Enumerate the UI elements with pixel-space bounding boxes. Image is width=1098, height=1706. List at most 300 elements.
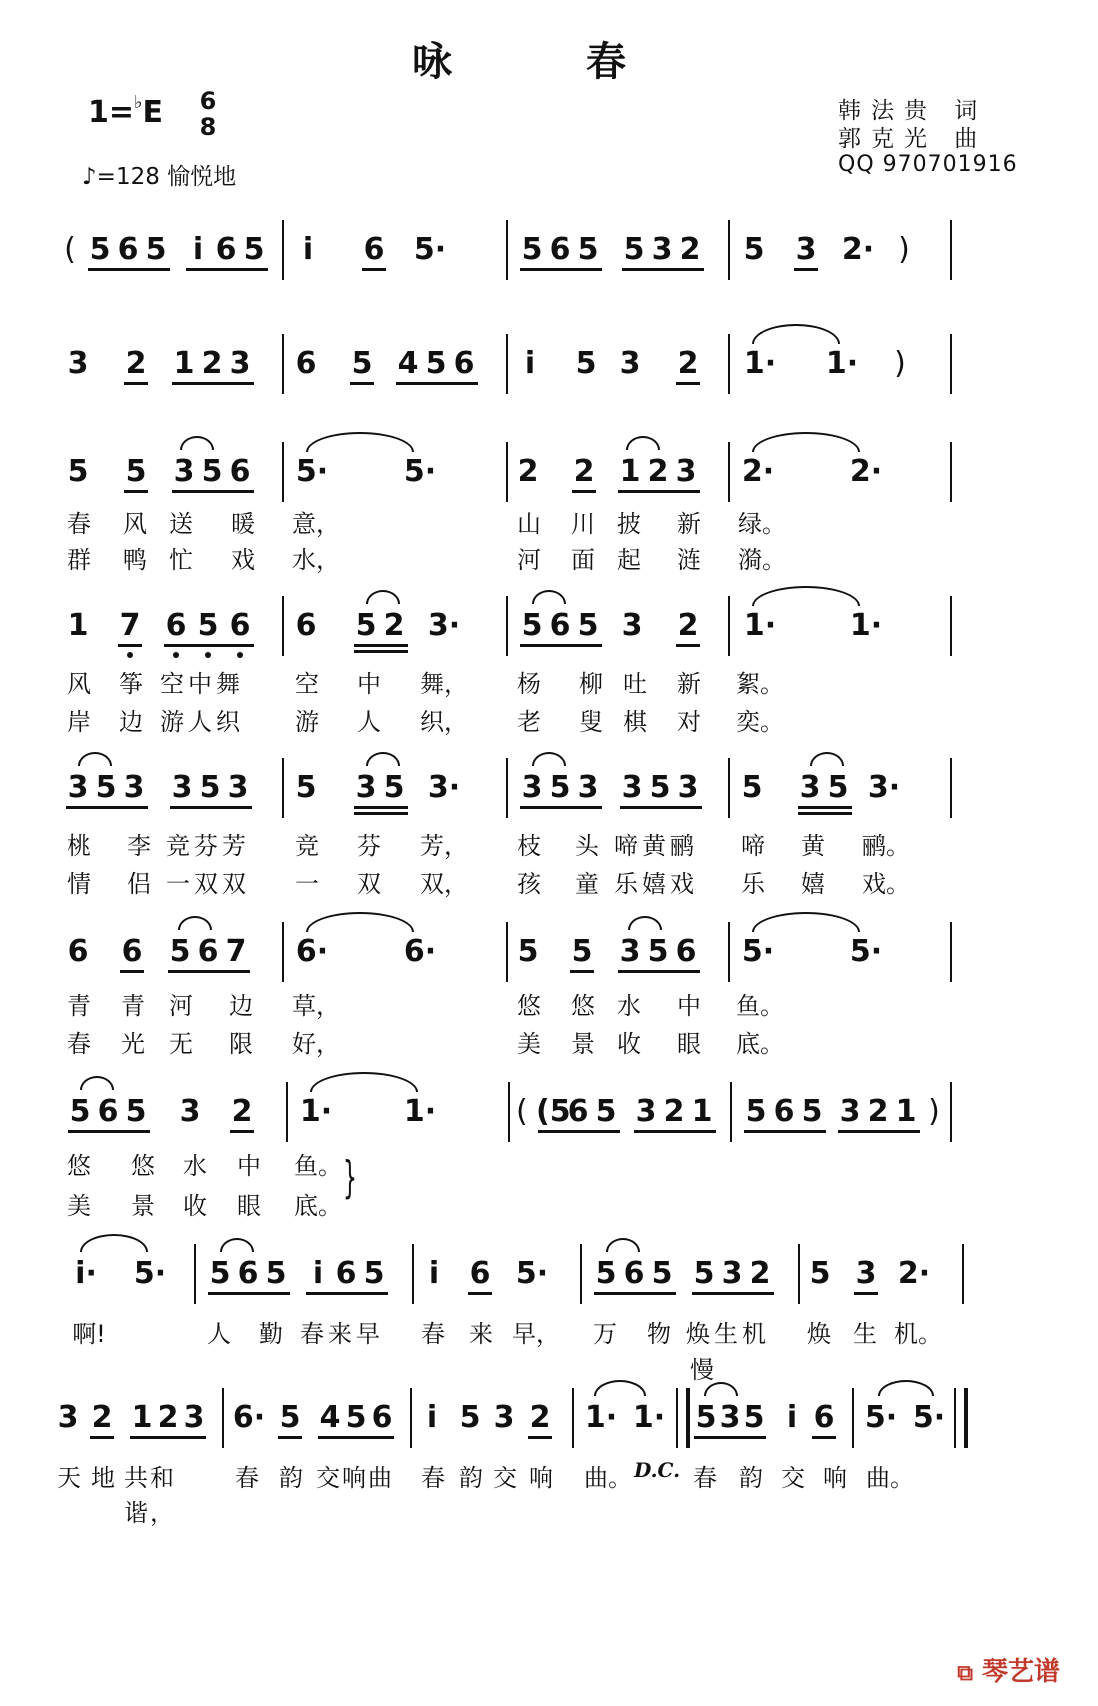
note: 5 bbox=[577, 232, 599, 267]
lyric: 棋 bbox=[623, 708, 647, 736]
lyric: 曲。 bbox=[584, 1464, 632, 1492]
lyric: 戏。 bbox=[862, 870, 910, 898]
note: 6 bbox=[97, 1094, 119, 1129]
note: i bbox=[524, 346, 536, 381]
barline bbox=[506, 220, 508, 280]
note: 7 bbox=[119, 608, 141, 643]
lyric: 美 bbox=[67, 1192, 91, 1220]
note: 5· bbox=[295, 454, 329, 489]
slur-arc bbox=[628, 916, 662, 930]
note: 6· bbox=[232, 1400, 266, 1435]
lyrics-refrain bbox=[0, 1314, 1000, 1350]
lyric: 春 bbox=[67, 1030, 91, 1058]
note: 2· bbox=[741, 454, 775, 489]
note: 6 bbox=[215, 232, 237, 267]
note: 1· bbox=[743, 346, 777, 381]
note: (5 bbox=[536, 1094, 571, 1129]
note: 5 bbox=[743, 1400, 765, 1435]
note: 5· bbox=[741, 934, 775, 969]
lyric: 叟 bbox=[579, 708, 603, 736]
note: 2 bbox=[647, 454, 669, 489]
tie-arc bbox=[752, 324, 840, 344]
beam-underline bbox=[120, 970, 144, 973]
note: 5 bbox=[355, 608, 377, 643]
score-row-2 bbox=[0, 342, 1098, 402]
barline bbox=[222, 1388, 224, 1448]
note: 3· bbox=[427, 608, 461, 643]
barline bbox=[950, 1082, 952, 1142]
barline bbox=[282, 442, 284, 502]
lyric: 韵 bbox=[739, 1464, 763, 1492]
beam-underline bbox=[124, 490, 148, 493]
barline bbox=[508, 1082, 510, 1142]
note: 1· bbox=[849, 608, 883, 643]
lyric: 岸 bbox=[67, 708, 91, 736]
note: 2 bbox=[91, 1400, 113, 1435]
note: 5 bbox=[363, 1256, 385, 1291]
lyric: 杨 bbox=[517, 670, 541, 698]
beam-underline bbox=[354, 644, 408, 647]
note: 5 bbox=[801, 1094, 823, 1129]
note: 3 bbox=[619, 346, 641, 381]
slur-arc bbox=[178, 916, 212, 930]
note: ( bbox=[64, 232, 76, 267]
barline bbox=[798, 1244, 800, 1304]
lyric: 暖 bbox=[231, 510, 255, 538]
beam-underline bbox=[208, 1292, 290, 1295]
note: ) bbox=[898, 232, 910, 267]
note: 5· bbox=[133, 1256, 167, 1291]
lyric: 竞 bbox=[295, 832, 319, 860]
note: 3 bbox=[171, 770, 193, 805]
beam-underline bbox=[794, 268, 818, 271]
note: 2 bbox=[677, 608, 699, 643]
note: 4 bbox=[397, 346, 419, 381]
note: 5 bbox=[89, 232, 111, 267]
lyric: 舞， bbox=[420, 670, 468, 698]
lyric: 啼 bbox=[741, 832, 765, 860]
lyric: 焕生机 bbox=[686, 1320, 770, 1348]
barline bbox=[572, 1388, 574, 1448]
note: 5 bbox=[695, 1400, 717, 1435]
note: 5 bbox=[199, 770, 221, 805]
barline bbox=[282, 596, 284, 656]
barline bbox=[506, 596, 508, 656]
note: ) bbox=[928, 1094, 940, 1129]
slow-tempo-mark: 慢 bbox=[690, 1356, 714, 1384]
note: 3 bbox=[621, 770, 643, 805]
lyricist-credit: 韩法贵 词 bbox=[838, 98, 988, 124]
beam-underline bbox=[318, 1436, 394, 1439]
beam-underline bbox=[538, 1130, 620, 1133]
barline bbox=[282, 220, 284, 280]
beam-underline bbox=[168, 970, 250, 973]
beam-underline bbox=[186, 268, 268, 271]
beam-underline bbox=[520, 644, 602, 647]
lyric: 春 bbox=[235, 1464, 259, 1492]
lyric: 头 bbox=[575, 832, 599, 860]
beam-underline-double bbox=[798, 812, 852, 815]
slur-arc bbox=[366, 752, 400, 766]
lyric: 竞芬芳 bbox=[166, 832, 250, 860]
note: 5 bbox=[383, 770, 405, 805]
lyric: 送 bbox=[169, 510, 193, 538]
lyric: 响 bbox=[823, 1464, 847, 1492]
score-row-9 bbox=[0, 1396, 1098, 1456]
lyric: 眼 bbox=[677, 1030, 701, 1058]
note: 4 bbox=[319, 1400, 341, 1435]
beam-underline bbox=[354, 806, 408, 809]
note: 6 bbox=[567, 1094, 589, 1129]
note: 3 bbox=[799, 770, 821, 805]
beam-underline bbox=[230, 1130, 254, 1133]
lyric: 新 bbox=[677, 670, 701, 698]
note: 7 bbox=[225, 934, 247, 969]
lyric: 川 bbox=[571, 510, 595, 538]
barline bbox=[580, 1244, 582, 1304]
barline bbox=[412, 1244, 414, 1304]
barline bbox=[286, 1082, 288, 1142]
lyric: 天 bbox=[57, 1464, 81, 1492]
lyric: 生 bbox=[853, 1320, 877, 1348]
note: 6 bbox=[773, 1094, 795, 1129]
note: 2 bbox=[749, 1256, 771, 1291]
lyric: 涟 bbox=[677, 546, 701, 574]
note: 6 bbox=[117, 232, 139, 267]
note: 6 bbox=[237, 1256, 259, 1291]
lyric: 双 bbox=[357, 870, 381, 898]
lyric: 面 bbox=[571, 546, 595, 574]
slur-arc bbox=[366, 590, 400, 604]
flat-icon: ♭ bbox=[134, 92, 143, 113]
note: i· bbox=[75, 1256, 97, 1291]
site-logo bbox=[957, 1651, 1060, 1688]
note: 6 bbox=[229, 608, 251, 643]
note: i bbox=[428, 1256, 440, 1291]
lyric: 限 bbox=[229, 1030, 253, 1058]
note: 5· bbox=[849, 934, 883, 969]
lyrics-verse-1 bbox=[0, 504, 1000, 540]
beam-underline bbox=[812, 1436, 836, 1439]
note: 5 bbox=[521, 232, 543, 267]
beam-underline bbox=[164, 644, 254, 647]
lyric: 悠 bbox=[517, 992, 541, 1020]
beam-underline bbox=[838, 1130, 920, 1133]
barline bbox=[506, 442, 508, 502]
lyric: 空中舞 bbox=[160, 670, 244, 698]
lyric: 筝 bbox=[119, 670, 143, 698]
lyric: 春 bbox=[421, 1320, 445, 1348]
tie-arc bbox=[752, 912, 860, 932]
note: 5 bbox=[809, 1256, 831, 1291]
note: 5 bbox=[649, 770, 671, 805]
note: 6 bbox=[675, 934, 697, 969]
low-octave-dot bbox=[205, 652, 211, 658]
lyric: 鹂。 bbox=[862, 832, 910, 860]
lyric: 水 bbox=[617, 992, 641, 1020]
note: 1 bbox=[895, 1094, 917, 1129]
beam-underline bbox=[694, 1436, 766, 1439]
double-barline bbox=[676, 1388, 690, 1448]
note: 3 bbox=[619, 934, 641, 969]
lyric: 嬉 bbox=[801, 870, 825, 898]
barline bbox=[728, 758, 730, 818]
note: 5· bbox=[515, 1256, 549, 1291]
beam-underline bbox=[118, 644, 142, 647]
note: 3 bbox=[229, 346, 251, 381]
slur-arc bbox=[78, 752, 112, 766]
barline bbox=[282, 334, 284, 394]
tie-arc bbox=[306, 432, 414, 452]
note: 6 bbox=[67, 934, 89, 969]
lyric: 春 bbox=[67, 510, 91, 538]
barline bbox=[728, 922, 730, 982]
note: 5 bbox=[745, 1094, 767, 1129]
beam-underline bbox=[528, 1436, 552, 1439]
beam-underline bbox=[396, 382, 478, 385]
slur-arc bbox=[180, 436, 214, 450]
note: 5 bbox=[351, 346, 373, 381]
barline bbox=[950, 220, 952, 280]
note: 3 bbox=[183, 1400, 205, 1435]
lyric: 枝 bbox=[517, 832, 541, 860]
lyric: 好， bbox=[292, 1030, 340, 1058]
note: 2 bbox=[157, 1400, 179, 1435]
beam-underline bbox=[854, 1292, 878, 1295]
lyrics-verse-2 bbox=[0, 1024, 1000, 1060]
lyric: 景 bbox=[571, 1030, 595, 1058]
tie-arc bbox=[752, 586, 860, 606]
lyric: 中 bbox=[677, 992, 701, 1020]
note: 3 bbox=[621, 608, 643, 643]
beam-underline bbox=[594, 1292, 676, 1295]
key-note: E bbox=[142, 95, 164, 130]
note: 5 bbox=[125, 454, 147, 489]
note: 3 bbox=[173, 454, 195, 489]
barline bbox=[506, 334, 508, 394]
note: i bbox=[312, 1256, 324, 1291]
logo-text: 琴艺谱 bbox=[981, 1657, 1060, 1687]
lyric: 织， bbox=[420, 708, 468, 736]
slur-arc bbox=[80, 1076, 114, 1090]
slur-arc bbox=[532, 590, 566, 604]
note: 1 bbox=[691, 1094, 713, 1129]
note: 5 bbox=[145, 232, 167, 267]
note: 2 bbox=[573, 454, 595, 489]
lyric: 万 bbox=[593, 1320, 617, 1348]
lyric: 老 bbox=[517, 708, 541, 736]
note: 5· bbox=[403, 454, 437, 489]
note: 5 bbox=[197, 608, 219, 643]
lyric: 水 bbox=[183, 1152, 207, 1180]
note: 5 bbox=[741, 770, 763, 805]
lyric: 啊! bbox=[72, 1320, 106, 1348]
barline bbox=[282, 758, 284, 818]
lyric: 青 bbox=[67, 992, 91, 1020]
beam-underline bbox=[468, 1292, 492, 1295]
barline bbox=[730, 1082, 732, 1142]
beam-underline-double bbox=[354, 812, 408, 815]
beam-underline-double bbox=[354, 650, 408, 653]
lyric: 勤 bbox=[259, 1320, 283, 1348]
beam-underline bbox=[620, 806, 702, 809]
note: 5 bbox=[69, 1094, 91, 1129]
beam-underline bbox=[172, 382, 254, 385]
slur-arc bbox=[626, 436, 660, 450]
score-row-3 bbox=[0, 450, 1098, 510]
note: 1 bbox=[131, 1400, 153, 1435]
lyric: 芳， bbox=[420, 832, 468, 860]
lyric: 戏 bbox=[231, 546, 255, 574]
lyric: 一 bbox=[295, 870, 319, 898]
lyric: 眼 bbox=[237, 1192, 261, 1220]
beam-underline bbox=[130, 1436, 206, 1439]
note: 6 bbox=[813, 1400, 835, 1435]
note: 6 bbox=[469, 1256, 491, 1291]
note: 2 bbox=[517, 454, 539, 489]
lyric: 鱼。 bbox=[294, 1152, 342, 1180]
note: 6 bbox=[549, 232, 571, 267]
lyric: 桃 bbox=[67, 832, 91, 860]
note: 6 bbox=[371, 1400, 393, 1435]
lyric: 芬 bbox=[357, 832, 381, 860]
beam-underline bbox=[570, 970, 594, 973]
lyric: 情 bbox=[67, 870, 91, 898]
lyric: 景 bbox=[131, 1192, 155, 1220]
lyric: 空 bbox=[295, 670, 319, 698]
note: 5· bbox=[413, 232, 447, 267]
beam-underline bbox=[172, 490, 254, 493]
lyric: 漪。 bbox=[738, 546, 786, 574]
lyric: 无 bbox=[169, 1030, 193, 1058]
note: 5 bbox=[571, 934, 593, 969]
tie-arc bbox=[310, 1072, 418, 1092]
key-signature bbox=[88, 92, 163, 130]
barline bbox=[852, 1388, 854, 1448]
note: 5 bbox=[125, 1094, 147, 1129]
note: 5 bbox=[647, 934, 669, 969]
lyric: 意， bbox=[292, 510, 340, 538]
lyric: 来 bbox=[469, 1320, 493, 1348]
note: 3 bbox=[179, 1094, 201, 1129]
note: 5 bbox=[345, 1400, 367, 1435]
beam-underline bbox=[124, 382, 148, 385]
lyric: 一双双 bbox=[166, 870, 250, 898]
note: 3 bbox=[577, 770, 599, 805]
time-denominator: 8 bbox=[199, 113, 217, 141]
tie-arc bbox=[878, 1380, 934, 1396]
lyric: 起 bbox=[617, 546, 641, 574]
lyrics-verse-1 bbox=[0, 826, 1000, 862]
beam-underline bbox=[634, 1130, 716, 1133]
note: 2 bbox=[679, 232, 701, 267]
note: 6 bbox=[295, 346, 317, 381]
lyrics-verse-2 bbox=[0, 1186, 1000, 1222]
barline bbox=[728, 442, 730, 502]
beam-underline bbox=[278, 1436, 302, 1439]
barline bbox=[962, 1244, 964, 1304]
lyric: 交响曲 bbox=[316, 1464, 394, 1492]
lyric: 群 bbox=[67, 546, 91, 574]
beam-underline bbox=[572, 490, 596, 493]
note: 3 bbox=[721, 1256, 743, 1291]
note: 5 bbox=[67, 454, 89, 489]
lyric: 絮。 bbox=[736, 670, 784, 698]
tie-arc bbox=[752, 432, 860, 452]
lyric: 风 bbox=[123, 510, 147, 538]
lyric: 收 bbox=[183, 1192, 207, 1220]
note: 5 bbox=[201, 454, 223, 489]
note: 2 bbox=[663, 1094, 685, 1129]
note: 6 bbox=[121, 934, 143, 969]
lyric: 童 bbox=[575, 870, 599, 898]
lyric: 奕。 bbox=[736, 708, 784, 736]
beam-underline bbox=[622, 268, 704, 271]
note: 5· bbox=[864, 1400, 898, 1435]
lyric: 底。 bbox=[294, 1192, 342, 1220]
lyric: 草， bbox=[292, 992, 340, 1020]
lyric: 游 bbox=[295, 708, 319, 736]
note: 1· bbox=[584, 1400, 618, 1435]
note: 5 bbox=[651, 1256, 673, 1291]
score-row-7 bbox=[0, 1090, 1098, 1150]
barline bbox=[950, 922, 952, 982]
note: 3 bbox=[67, 346, 89, 381]
barline bbox=[194, 1244, 196, 1304]
note: 5 bbox=[827, 770, 849, 805]
beam-underline bbox=[618, 970, 700, 973]
lyric: 人 bbox=[357, 708, 381, 736]
time-numerator: 6 bbox=[199, 87, 217, 115]
beam-underline bbox=[88, 268, 170, 271]
lyric: 中 bbox=[237, 1152, 261, 1180]
note: 6 bbox=[197, 934, 219, 969]
note: 3 bbox=[493, 1400, 515, 1435]
note: i bbox=[426, 1400, 438, 1435]
lyric: 韵 bbox=[279, 1464, 303, 1492]
note: 3 bbox=[635, 1094, 657, 1129]
note: i bbox=[302, 232, 314, 267]
lyric: 地 bbox=[91, 1464, 115, 1492]
note: 2 bbox=[201, 346, 223, 381]
note: 6· bbox=[403, 934, 437, 969]
note: 5 bbox=[517, 934, 539, 969]
note: 6 bbox=[363, 232, 385, 267]
note: ( bbox=[516, 1094, 528, 1129]
lyrics-verse-1 bbox=[0, 664, 1000, 700]
note: 3 bbox=[795, 232, 817, 267]
lyric: 青 bbox=[121, 992, 145, 1020]
note: 5 bbox=[169, 934, 191, 969]
note: 1 bbox=[67, 608, 89, 643]
note: 3 bbox=[123, 770, 145, 805]
lyric: 悠 bbox=[131, 1152, 155, 1180]
note: 2· bbox=[849, 454, 883, 489]
barline bbox=[410, 1388, 412, 1448]
barline bbox=[282, 922, 284, 982]
lyric: 交 bbox=[493, 1464, 517, 1492]
note: 3· bbox=[427, 770, 461, 805]
score-row-8 bbox=[0, 1252, 1098, 1312]
lyric: 边 bbox=[229, 992, 253, 1020]
barline bbox=[506, 922, 508, 982]
tie-arc bbox=[80, 1234, 148, 1252]
note: 6 bbox=[229, 454, 251, 489]
note: 3 bbox=[355, 770, 377, 805]
beam-underline bbox=[744, 1130, 826, 1133]
lyric: 曲。 bbox=[866, 1464, 914, 1492]
note: 2 bbox=[677, 346, 699, 381]
